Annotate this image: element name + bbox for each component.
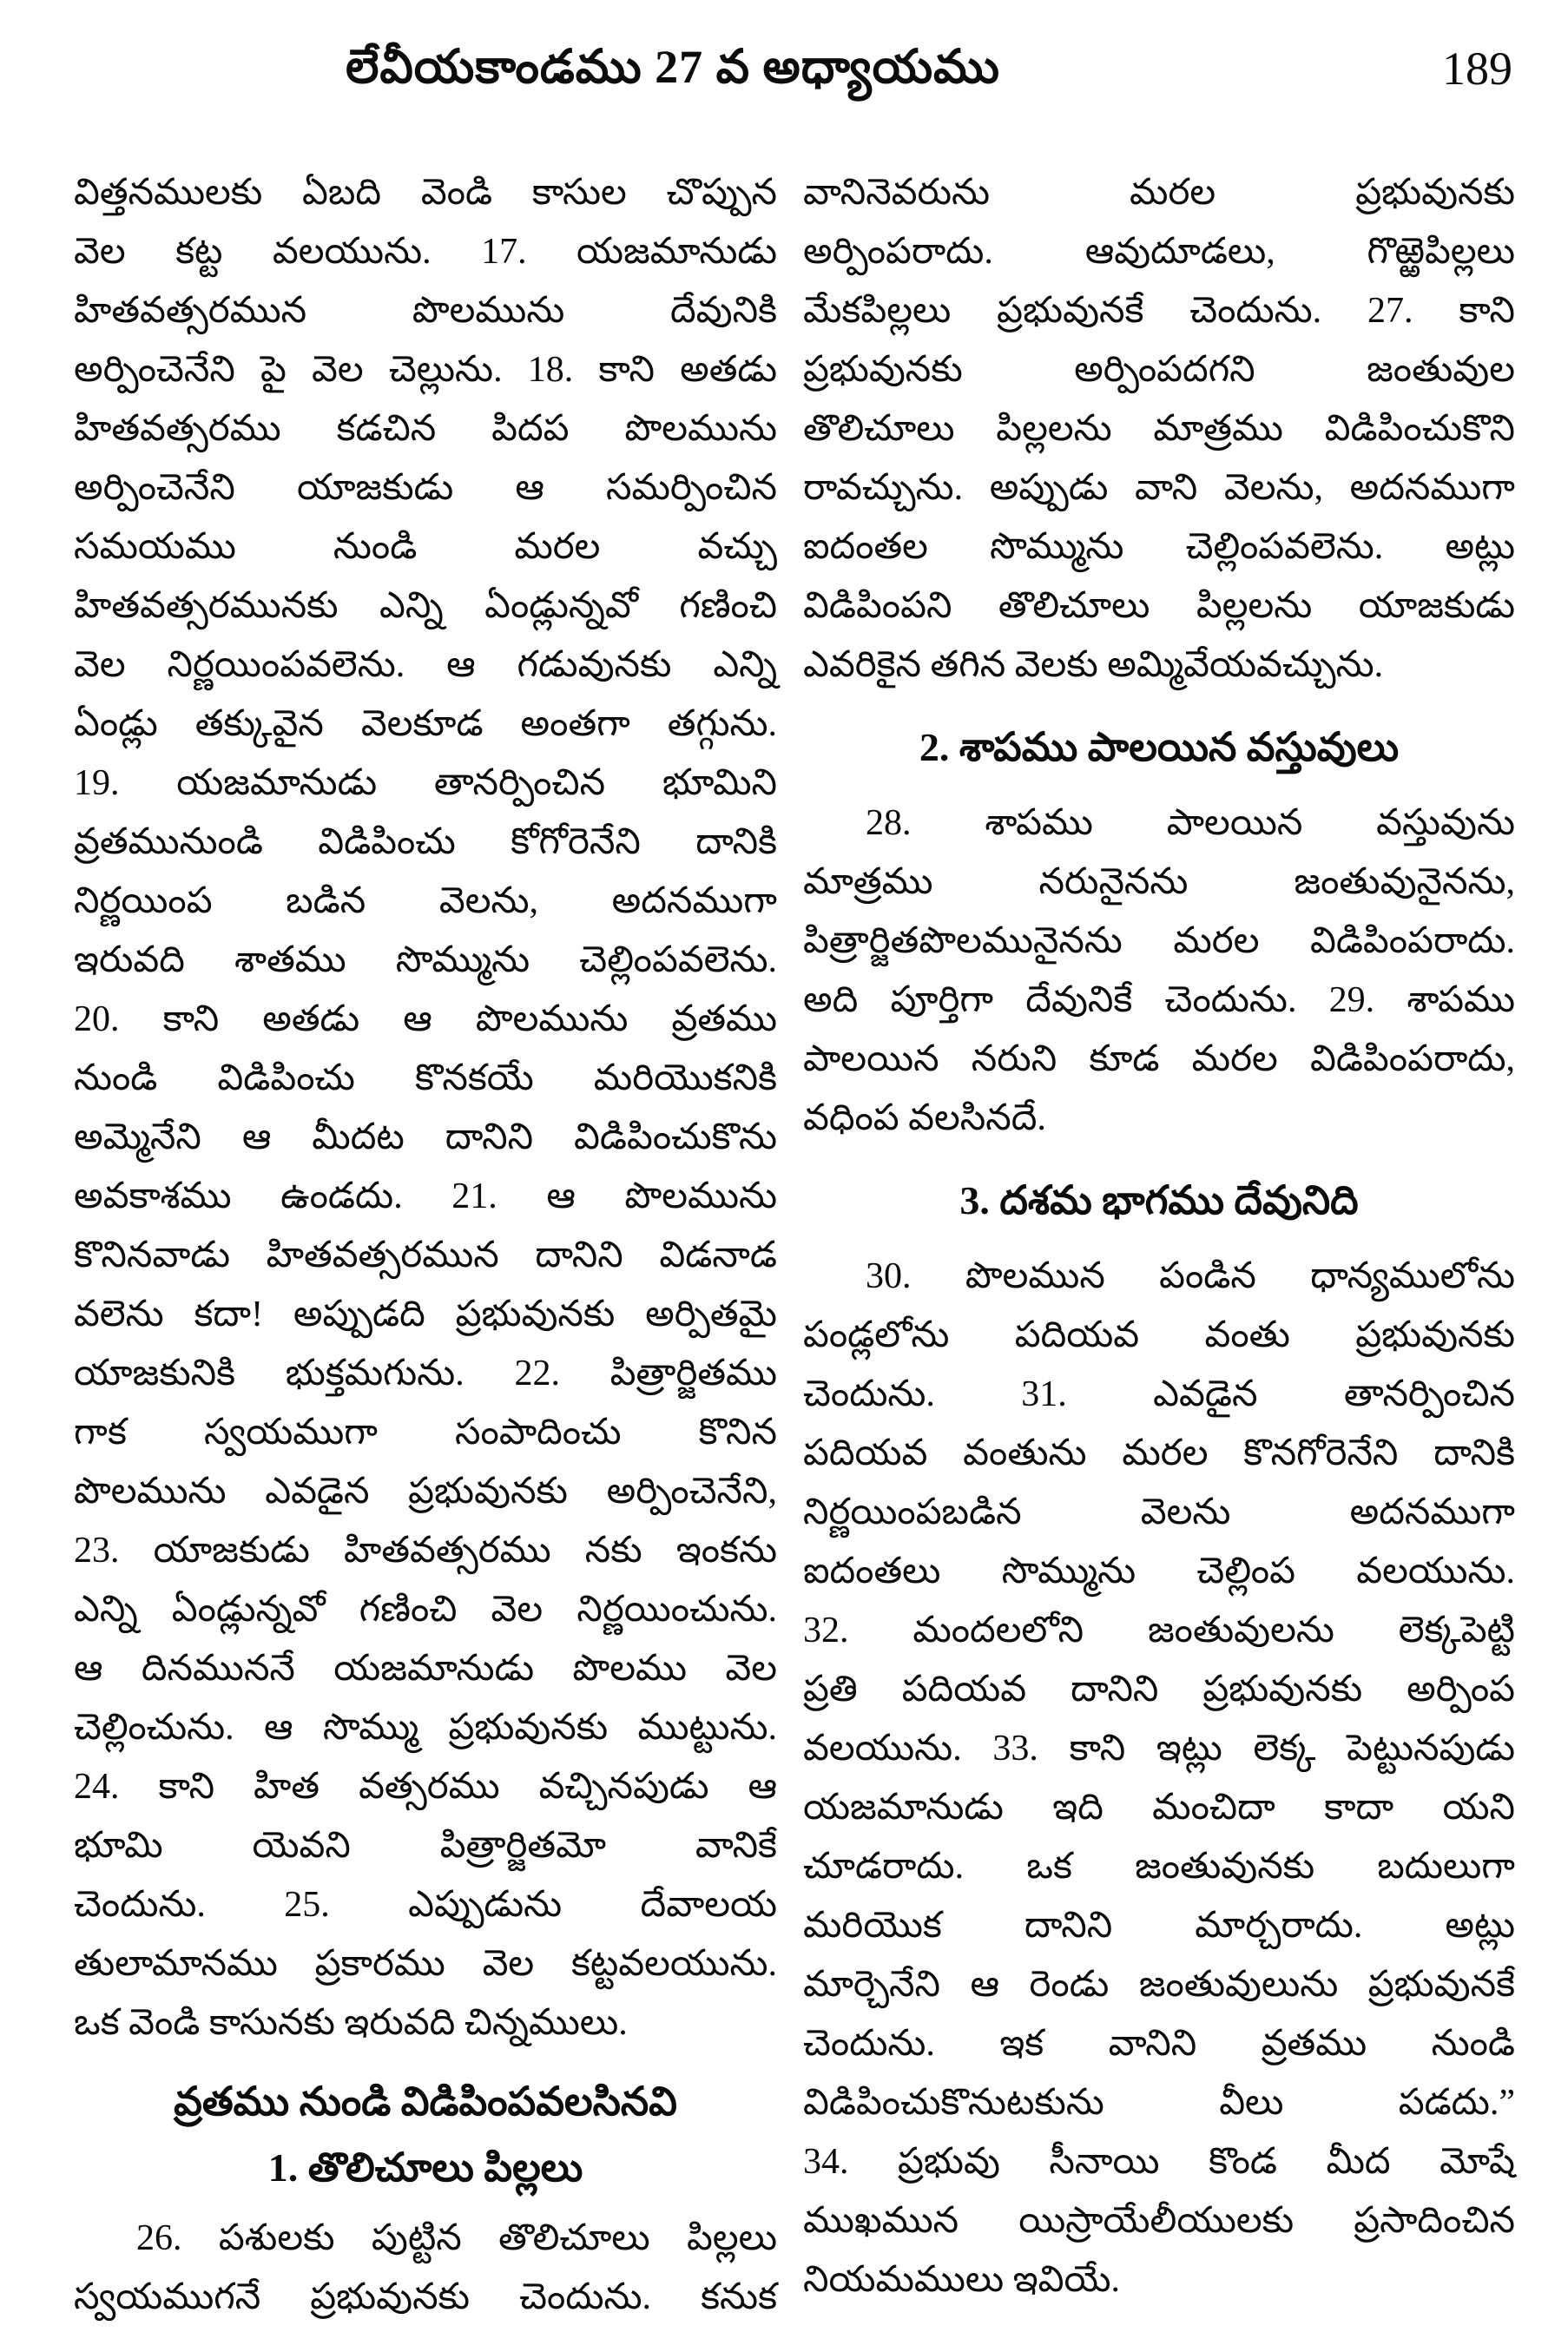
text-line: ఒక వెండి కాసునకు ఇరువది చిన్నములు. — [74, 2003, 628, 2043]
text-line: తొలిచూలు పిల్లలను మాత్రము విడిపించుకొని — [803, 409, 1515, 449]
text-line: ప్రభువునకు అర్పింపదగని జంతువుల — [803, 350, 1515, 390]
chapter-title: లేవీయకాండము 27 వ అధ్యాయము — [346, 41, 1000, 93]
text-line: 24. కాని హిత వత్సరము వచ్చినపుడు ఆ — [74, 1767, 777, 1807]
text-line: చెందును. 31. ఎవడైన తానర్పించిన — [803, 1374, 1515, 1414]
text-line: సమయము నుండి మరల వచ్చు — [74, 527, 777, 567]
text-line: యజమానుడు ఇది మంచిదా కాదా యని — [803, 1788, 1515, 1828]
text-line: విడిపించుకొనుటకును వీలు పడదు.” — [803, 2083, 1515, 2123]
text-line: 30. పొలమున పండిన ధాన్యములోను — [866, 1256, 1515, 1296]
text-line: చెల్లించును. ఆ సొమ్ము ప్రభువునకు ముట్టును. — [74, 1708, 777, 1748]
text-line: మరియొక దానిని మార్చరాదు. అట్లు — [803, 1906, 1515, 1946]
text-line: యాజకునికి భుక్తమగును. 22. పిత్రార్జితము — [74, 1354, 777, 1393]
text-line: ముఖమున యిస్రాయేలీయులకు ప్రసాదించిన — [803, 2201, 1515, 2241]
text-line: ఆ దినముననే యజమానుడు పొలము వెల — [74, 1649, 777, 1689]
text-line: అమ్మెనేని ఆ మీదట దానిని విడిపించుకొను — [74, 1117, 777, 1157]
text-line: ఏండ్లు తక్కువైన వెలకూడ అంతగా తగ్గును. — [74, 704, 777, 744]
text-line: 28. శాపము పాలయిన వస్తువును — [866, 803, 1515, 843]
text-line: పిత్రార్జితపొలమునైనను మరల విడిపింపరాదు. — [803, 921, 1515, 961]
text-line: వానినెవరును మరల ప్రభువునకు — [803, 173, 1515, 213]
text-line: వ్రతమునుండి విడిపించు కోగోరెనేని దానికి — [74, 822, 777, 862]
text-line: చూడరాదు. ఒక జంతువునకు బదులుగా — [803, 1847, 1515, 1887]
text-line: అర్పించెనేని యాజకుడు ఆ సమర్పించిన — [74, 468, 777, 508]
text-line: 34. ప్రభువు సీనాయి కొండ మీద మోషే — [803, 2142, 1515, 2182]
text-line: నిర్ణయింప బడిన వెలను, అదనముగా — [74, 881, 777, 921]
text-line: అర్పించెనేని పై వెల చెల్లును. 18. కాని అతడు — [74, 350, 777, 390]
text-line: ఐదంతల సొమ్మును చెల్లింపవలెను. అట్లు — [803, 527, 1515, 567]
text-line: హితవత్సరము కడచిన పిదప పొలమును — [74, 409, 777, 449]
running-header — [0, 40, 1346, 106]
text-line: ఎవరికైన తగిన వెలకు అమ్మివేయవచ్చును. — [803, 645, 1384, 685]
text-line: రావచ్చును. అప్పుడు వాని వెలను, అదనముగా — [803, 468, 1515, 508]
text-line: విత్తనములకు ఏబది వెండి కాసుల చొప్పున — [74, 173, 777, 213]
right-column — [803, 163, 1515, 2309]
text-line: వెల కట్ట వలయును. 17. యజమానుడు — [74, 232, 777, 272]
text-line: వలయును. 33. కాని ఇట్లు లెక్క పెట్టునపుడు — [803, 1729, 1515, 1769]
subsection-heading-firstborn: 1. తొలిచూలు పిల్లలు — [267, 2145, 583, 2190]
text-line: స్వయముగనే ప్రభువునకు చెందును. కనుక — [74, 2277, 777, 2317]
text-line: విడిపింపని తొలిచూలు పిల్లలను యాజకుడు — [803, 586, 1515, 626]
text-line: అది పూర్తిగా దేవునికే చెందును. 29. శాపము — [803, 980, 1515, 1020]
text-line: నిర్ణయింపబడిన వెలను అదనముగా — [803, 1492, 1515, 1532]
text-line: పాలయిన నరుని కూడ మరల విడిపింపరాదు, — [803, 1039, 1515, 1079]
left-column — [74, 163, 777, 2327]
text-line: ఐదంతలు సొమ్మును చెల్లింప వలయును. — [803, 1552, 1515, 1591]
page-number: 189 — [1442, 43, 1512, 95]
subsection-heading-tithe: 3. దశమ భాగము దేవునిది — [959, 1178, 1359, 1222]
text-line: పండ్లలోను పదియవ వంతు ప్రభువునకు — [803, 1315, 1515, 1355]
text-line: 20. కాని అతడు ఆ పొలమును వ్రతము — [74, 999, 777, 1039]
text-line: మాత్రము నరునైనను జంతువునైనను, — [803, 862, 1515, 902]
text-line: అవకాశము ఉండదు. 21. ఆ పొలమును — [74, 1176, 777, 1216]
text-line: హితవత్సరమునకు ఎన్ని ఏండ్లున్నవో గణించి — [74, 586, 777, 626]
text-line: 32. మందలలోని జంతువులను లెక్కపెట్టి — [803, 1611, 1515, 1650]
text-line: 23. యాజకుడు హితవత్సరము నకు ఇంకను — [74, 1531, 777, 1571]
text-line: ఇరువది శాతము సొమ్మును చెల్లింపవలెను. — [74, 940, 777, 980]
text-line: మేకపిల్లలు ప్రభువునకే చెందును. 27. కాని — [803, 291, 1515, 331]
text-line: ఎన్ని ఏండ్లున్నవో గణించి వెల నిర్ణయించును. — [74, 1590, 777, 1630]
text-line: కొనినవాడు హితవత్సరమున దానిని విడనాడ — [74, 1235, 777, 1275]
subsection-heading-cursed: 2. శాపము పాలయిన వస్తువులు — [919, 725, 1400, 769]
text-line: గాక స్వయముగా సంపాదించు కొనిన — [74, 1413, 777, 1453]
text-line: వెల నిర్ణయింపవలెను. ఆ గడువునకు ఎన్ని — [74, 645, 777, 685]
text-line: అర్పింపరాదు. ఆవుదూడలు, గొఱ్ఱెపిల్లలు — [803, 232, 1515, 272]
text-line: మార్చెనేని ఆ రెండు జంతువులును ప్రభువునకే — [803, 1965, 1515, 2005]
text-line: 19. యజమానుడు తానర్పించిన భూమిని — [74, 763, 777, 803]
text-line: చెందును. 25. ఎప్పుడును దేవాలయ — [74, 1885, 777, 1925]
text-line: వధింప వలసినదే. — [803, 1098, 1046, 1138]
section-heading-redeem: వ్రతము నుండి విడిపింపవలసినవి — [174, 2079, 677, 2124]
text-line: తులామానము ప్రకారము వెల కట్టవలయును. — [74, 1944, 777, 1984]
text-line: వలెను కదా! అప్పుడది ప్రభువునకు అర్పితమై — [74, 1295, 777, 1334]
text-line: నుండి విడిపించు కొనకయే మరియొకనికి — [74, 1058, 777, 1098]
text-line: పదియవ వంతును మరల కొనగోరెనేని దానికి — [803, 1433, 1515, 1473]
text-line: పొలమును ఎవడైన ప్రభువునకు అర్పించెనేని, — [74, 1472, 777, 1512]
text-line: హితవత్సరమున పొలమును దేవునికి — [74, 291, 777, 331]
text-line: ప్రతి పదియవ దానిని ప్రభువునకు అర్పింప — [803, 1670, 1515, 1710]
text-line: చెందును. ఇక వానిని వ్రతము నుండి — [803, 2024, 1515, 2064]
text-line: నియమములు ఇవియే. — [803, 2260, 1121, 2300]
text-line: భూమి యెవని పిత్రార్జితమో వానికే — [74, 1826, 777, 1866]
text-line: 26. పశులకు పుట్టిన తొలిచూలు పిల్లలు — [136, 2218, 777, 2258]
